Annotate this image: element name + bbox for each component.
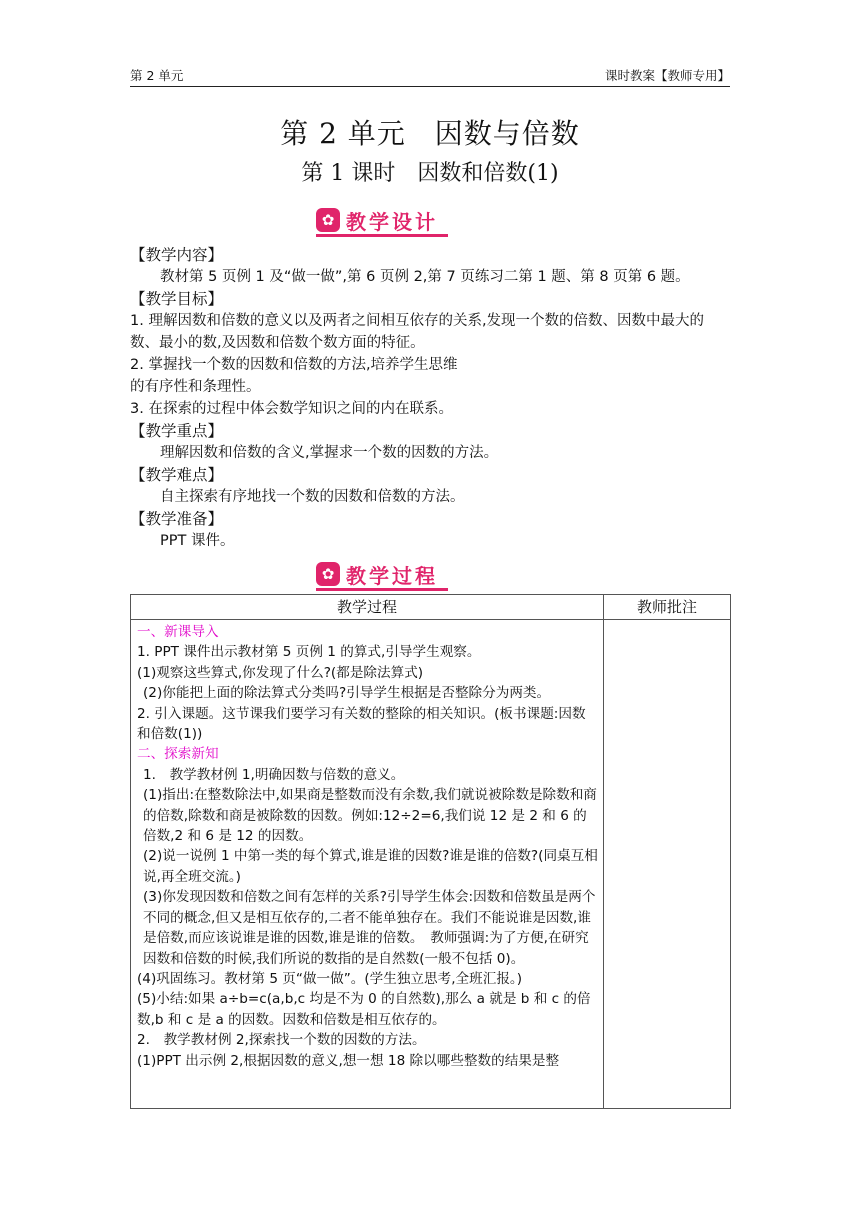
page-header — [130, 64, 730, 87]
process-line: (2)你能把上面的除法算式分类吗?引导学生根据是否整除分为两类。 — [143, 685, 551, 702]
swirl-icon: ✿ — [316, 562, 340, 586]
section-preparation — [130, 508, 730, 552]
notes-cell — [604, 620, 731, 1109]
process-line: (1)观察这些算式,你发现了什么?(都是除法算式) — [137, 664, 424, 681]
section-content — [130, 244, 730, 288]
banner-teaching-process — [316, 559, 456, 591]
process-line: (2)说一说例 1 中第一类的每个算式,谁是谁的因数?谁是谁的倍数?(同桌互相说,再全班交流。) — [143, 848, 598, 885]
goal-2a: 2. 掌握找一个数的因数和倍数的方法,培养学生思维 — [130, 357, 458, 373]
banner-text: 教学过程 — [346, 564, 438, 588]
col-header-process: 教学过程 — [131, 595, 604, 620]
goal-3: 3. 在探索的过程中体会数学知识之间的内在联系。 — [130, 401, 453, 417]
heading-difficulty: 【教学难点】 — [130, 466, 224, 484]
banner-teaching-design — [316, 205, 456, 237]
process-line: (5)小结:如果 a÷b=c(a,b,c 均是不为 0 的自然数),那么 a 就是 b 和 c 的倍数,b 和 c 是 a 的因数。因数和倍数是相互依存的。 — [137, 991, 591, 1028]
goal-2b: 的有序性和条理性。 — [130, 379, 261, 395]
col-header-notes: 教师批注 — [604, 595, 731, 620]
header-label: 课时教案【教师专用】 — [604, 68, 730, 83]
process-line: 2. 引入课题。这节课我们要学习有关数的整除的相关知识。(板书课题:因数和倍数(1)) — [137, 705, 586, 743]
process-line: (4)巩固练习。教材第 5 页“做一做”。(学生独立思考,全班汇报。) — [137, 970, 523, 987]
lesson-subtitle: 第 1 课时 因数和倍数(1) — [301, 161, 559, 186]
subhead-explore: 二、探索新知 — [137, 746, 219, 763]
section-key — [130, 420, 730, 464]
process-line: 2. 教学教材例 2,探索找一个数的因数的方法。 — [137, 1032, 426, 1049]
process-line: (1)PPT 出示例 2,根据因数的意义,想一想 18 除以哪些整数的结果是整 — [137, 1052, 560, 1069]
text-preparation: PPT 课件。 — [160, 533, 235, 549]
header-unit: 第 2 单元 — [130, 68, 184, 83]
process-line: (1)指出:在整数除法中,如果商是整数而没有余数,我们就说被除数是除数和商的倍数,除数和商是被除数的因数。例如:12÷2=6,我们说 12 是 2 和 6 的倍数,2 和 6 是 12 的因数。 — [143, 787, 597, 845]
swirl-icon: ✿ — [316, 208, 340, 232]
banner-underline — [316, 234, 448, 237]
process-table — [130, 594, 731, 1109]
page-title: 第 2 单元 因数与倍数 — [280, 117, 580, 150]
banner-underline — [316, 588, 448, 591]
process-line: 1. 教学教材例 1,明确因数与倍数的意义。 — [143, 766, 405, 783]
text-key: 理解因数和倍数的含义,掌握求一个数的因数的方法。 — [160, 445, 499, 461]
section-goals — [130, 288, 730, 420]
text-content: 教材第 5 页例 1 及“做一做”,第 6 页例 2,第 7 页练习二第 1 题、第 8 页第 6 题。 — [160, 269, 690, 285]
table-row — [131, 620, 731, 1109]
section-difficulty — [130, 464, 730, 508]
goal-1: 1. 理解因数和倍数的意义以及两者之间相互依存的关系,发现一个数的倍数、因数中最大的数、最小的数,及因数和倍数个数方面的特征。 — [130, 313, 705, 351]
subhead-intro: 一、新课导入 — [137, 624, 219, 640]
text-difficulty: 自主探索有序地找一个数的因数和倍数的方法。 — [160, 489, 465, 505]
process-cell — [131, 620, 604, 1109]
process-line: (3)你发现因数和倍数之间有怎样的关系?引导学生体会:因数和倍数虽是两个不同的概念,但又是相互依存的,二者不能单独存在。我们不能说谁是因数,谁是倍数,而应该说谁是谁的因数,谁是谁的倍数。 教师强调:为了方便,在研究因数和倍数的时候,我们所说的数指的是自然数(一般不包括 0)。 — [143, 889, 596, 967]
process-line: 1. PPT 课件出示教材第 5 页例 1 的算式,引导学生观察。 — [137, 644, 481, 661]
heading-key: 【教学重点】 — [130, 422, 224, 440]
heading-preparation: 【教学准备】 — [130, 510, 224, 528]
table-header-row — [131, 595, 731, 620]
heading-content: 【教学内容】 — [130, 246, 224, 264]
heading-goals: 【教学目标】 — [130, 290, 224, 308]
banner-text: 教学设计 — [346, 210, 438, 234]
